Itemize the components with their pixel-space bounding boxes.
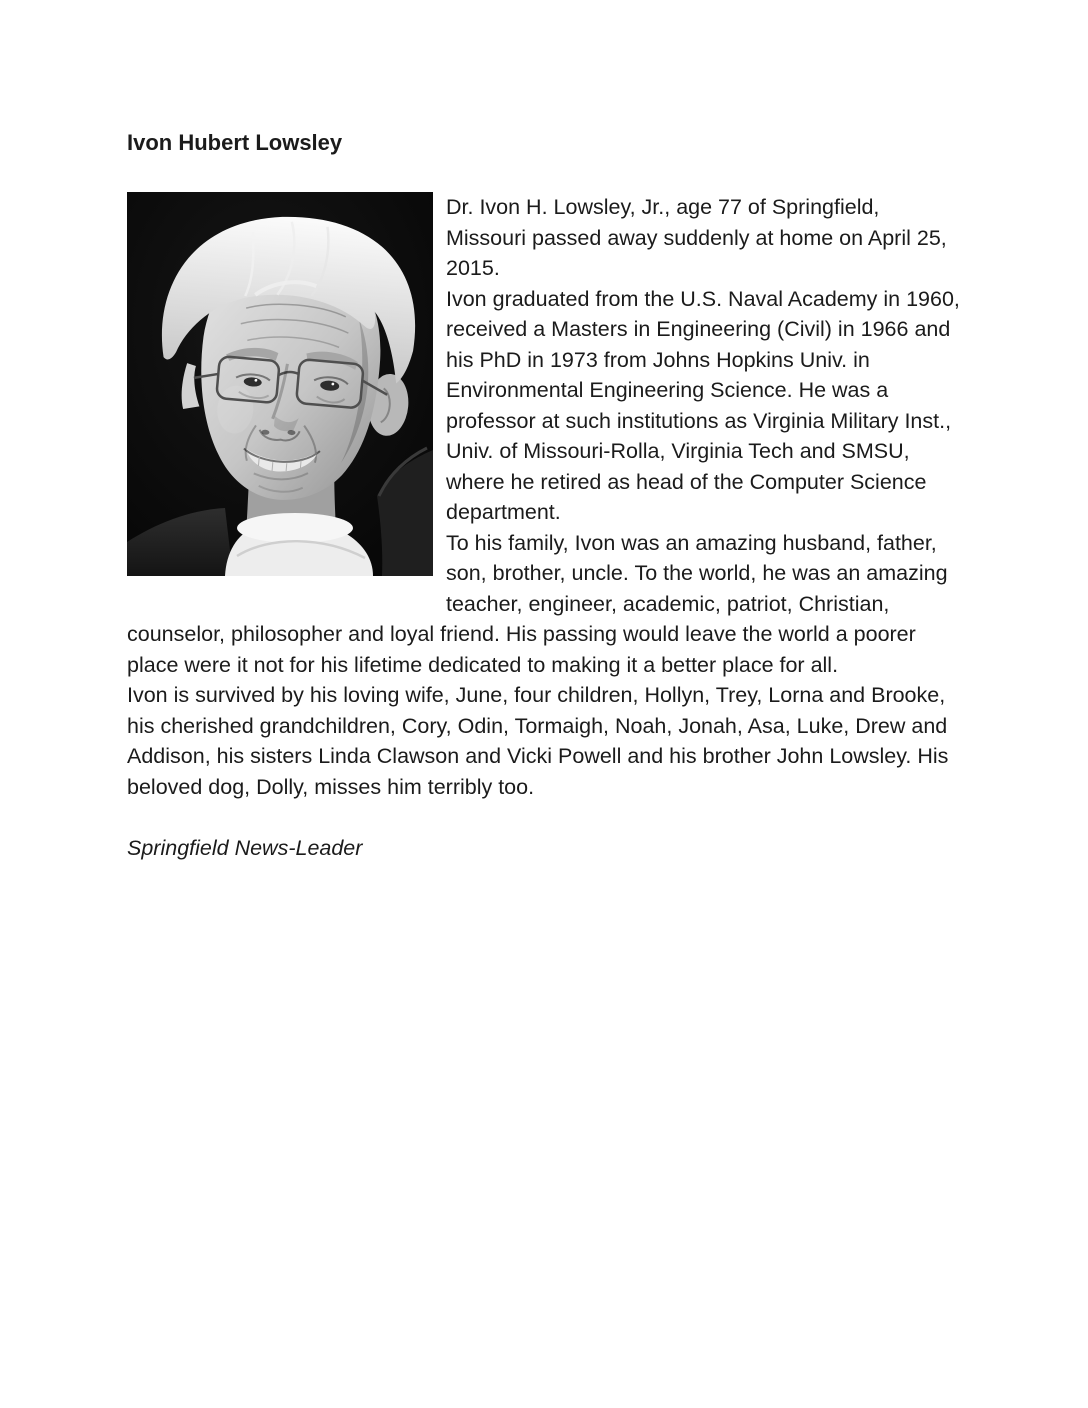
obituary-body: [127, 192, 961, 864]
page-title: Ivon Hubert Lowsley: [127, 130, 343, 155]
document-content: [127, 128, 961, 864]
source-attribution: Springfield News-Leader: [127, 836, 363, 860]
obituary-paragraph: Ivon graduated from the U.S. Naval Academy in 1960, received a Masters in Engineering (Civil) in 1966 and his PhD in 1973 from Johns Hopkins Univ. in Environmental Engineering Science. He was a professor at such institutions as Virginia Military Inst., Univ. of Missouri-Rolla, Virginia Tech and SMSU, where he retired as head of the Computer Science department.: [446, 286, 960, 524]
obituary-paragraph: Ivon is survived by his loving wife, June, four children, Hollyn, Trey, Lorna and Brooke, his cherished grandchildren, Cory, Odin, Tormaigh, Noah, Jonah, Asa, Luke, Drew and Addison, his sisters Linda Clawson and Vicki Powell and his brother John Lowsley. His beloved dog, Dolly, misses him terribly too.: [127, 683, 949, 799]
portrait-photo-image: [127, 192, 433, 576]
portrait-photo: [127, 192, 433, 576]
blank-line: [127, 802, 961, 833]
obituary-paragraph: To his family, Ivon was an amazing husband, father, son, brother, uncle. To the world, he was an amazing teacher, engineer, academic, patriot, Christian, counselor, philosopher and loyal friend. His passing would leave the world a poorer place were it not for his lifetime dedicated to making it a better place for all.: [127, 530, 948, 677]
obituary-paragraph: Dr. Ivon H. Lowsley, Jr., age 77 of Springfield, Missouri passed away suddenly at home on April 25, 2015.: [446, 195, 947, 280]
